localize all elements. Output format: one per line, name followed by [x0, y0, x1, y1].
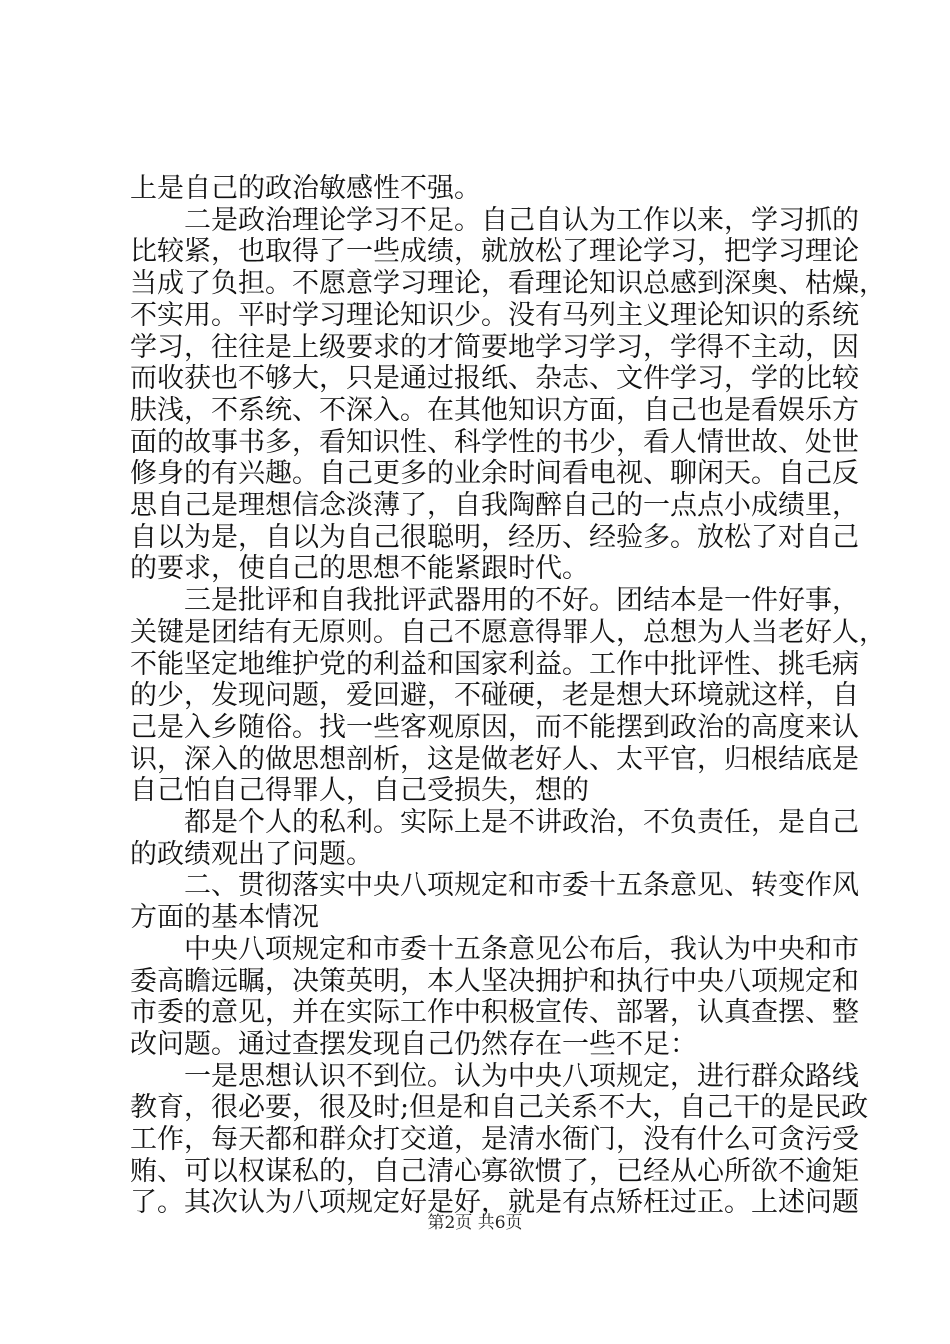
- text-line: 改问题。通过查摆发现自己仍然存在一些不足：: [130, 1028, 697, 1060]
- text-line: 自以为是，自以为自己很聪明，经历、经验多。放松了对自己: [130, 521, 859, 553]
- text-line: 上是自己的政治敏感性不强。: [130, 173, 481, 204]
- text-line: 面的故事书多，看知识性、科学性的书少，看人情世故、处世: [130, 426, 859, 458]
- text-line: 不能坚定地维护党的利益和国家利益。工作中批评性、挑毛病: [130, 648, 859, 680]
- text-line: 了。其次认为八项规定好是好，就是有点矫枉过正。上述问题: [130, 1187, 859, 1219]
- text-line: 关键是团结有无原则。自己不愿意得罪人，总想为人当老好人，: [130, 616, 886, 648]
- text-line: 二是政治理论学习不足。自己自认为工作以来，学习抓的: [130, 204, 859, 236]
- text-line: 都是个人的私利。实际上是不讲政治，不负责任，是自己: [130, 807, 859, 838]
- text-line: 市委的意见，并在实际工作中积极宣传、部署，认真查摆、整: [130, 997, 859, 1029]
- text-line: 思自己是理想信念淡薄了，自我陶醉自己的一点点小成绩里，: [130, 490, 859, 521]
- text-line: 中央八项规定和市委十五条意见公布后，我认为中央和市: [130, 933, 859, 965]
- text-line: 的少，发现问题，爱回避，不碰硬，老是想大环境就这样，自: [130, 680, 859, 712]
- text-line: 当成了负担。不愿意学习理论，看理论知识总感到深奥、枯燥，: [130, 268, 886, 300]
- text-line: 的政绩观出了问题。: [130, 838, 373, 870]
- text-line: 委高瞻远瞩，决策英明，本人坚决拥护和执行中央八项规定和: [130, 965, 859, 997]
- text-line: 教育，很必要，很及时;但是和自己关系不大，自己干的是民政: [130, 1092, 869, 1124]
- text-line: 一是思想认识不到位。认为中央八项规定，进行群众路线: [130, 1060, 859, 1092]
- text-line: 识，深入的做思想剖析，这是做老好人、太平官，归根结底是: [130, 743, 859, 775]
- text-line: 而收获也不够大，只是通过报纸、杂志、文件学习，学的比较: [130, 363, 859, 395]
- text-line: 肤浅，不系统、不深入。在其他知识方面，自己也是看娱乐方: [130, 394, 859, 426]
- text-line: 自己怕自己得罪人，自己受损失，想的: [130, 775, 589, 807]
- text-line: 修身的有兴趣。自己更多的业余时间看电视、聊闲天。自己反: [130, 458, 859, 490]
- text-line: 三是批评和自我批评武器用的不好。团结本是一件好事，: [130, 585, 859, 617]
- text-line: 工作，每天都和群众打交道，是清水衙门，没有什么可贪污受: [130, 1124, 859, 1155]
- text-line: 不实用。平时学习理论知识少。没有马列主义理论知识的系统: [130, 299, 859, 331]
- page-footer: 第2页 共6页: [427, 1213, 523, 1233]
- text-line: 的要求，使自己的思想不能紧跟时代。: [130, 553, 589, 585]
- text-line: 学习，往往是上级要求的才简要地学习学习，学得不主动，因: [130, 331, 859, 363]
- text-line: 二、贯彻落实中央八项规定和市委十五条意见、转变作风: [130, 870, 859, 902]
- text-line: 方面的基本情况: [130, 902, 319, 934]
- text-line: 己是入乡随俗。找一些客观原因，而不能摆到政治的高度来认: [130, 711, 859, 743]
- text-line: 贿、可以权谋私的，自己清心寡欲惯了，已经从心所欲不逾矩: [130, 1155, 859, 1187]
- text-line: 比较紧，也取得了一些成绩，就放松了理论学习，把学习理论: [130, 236, 859, 268]
